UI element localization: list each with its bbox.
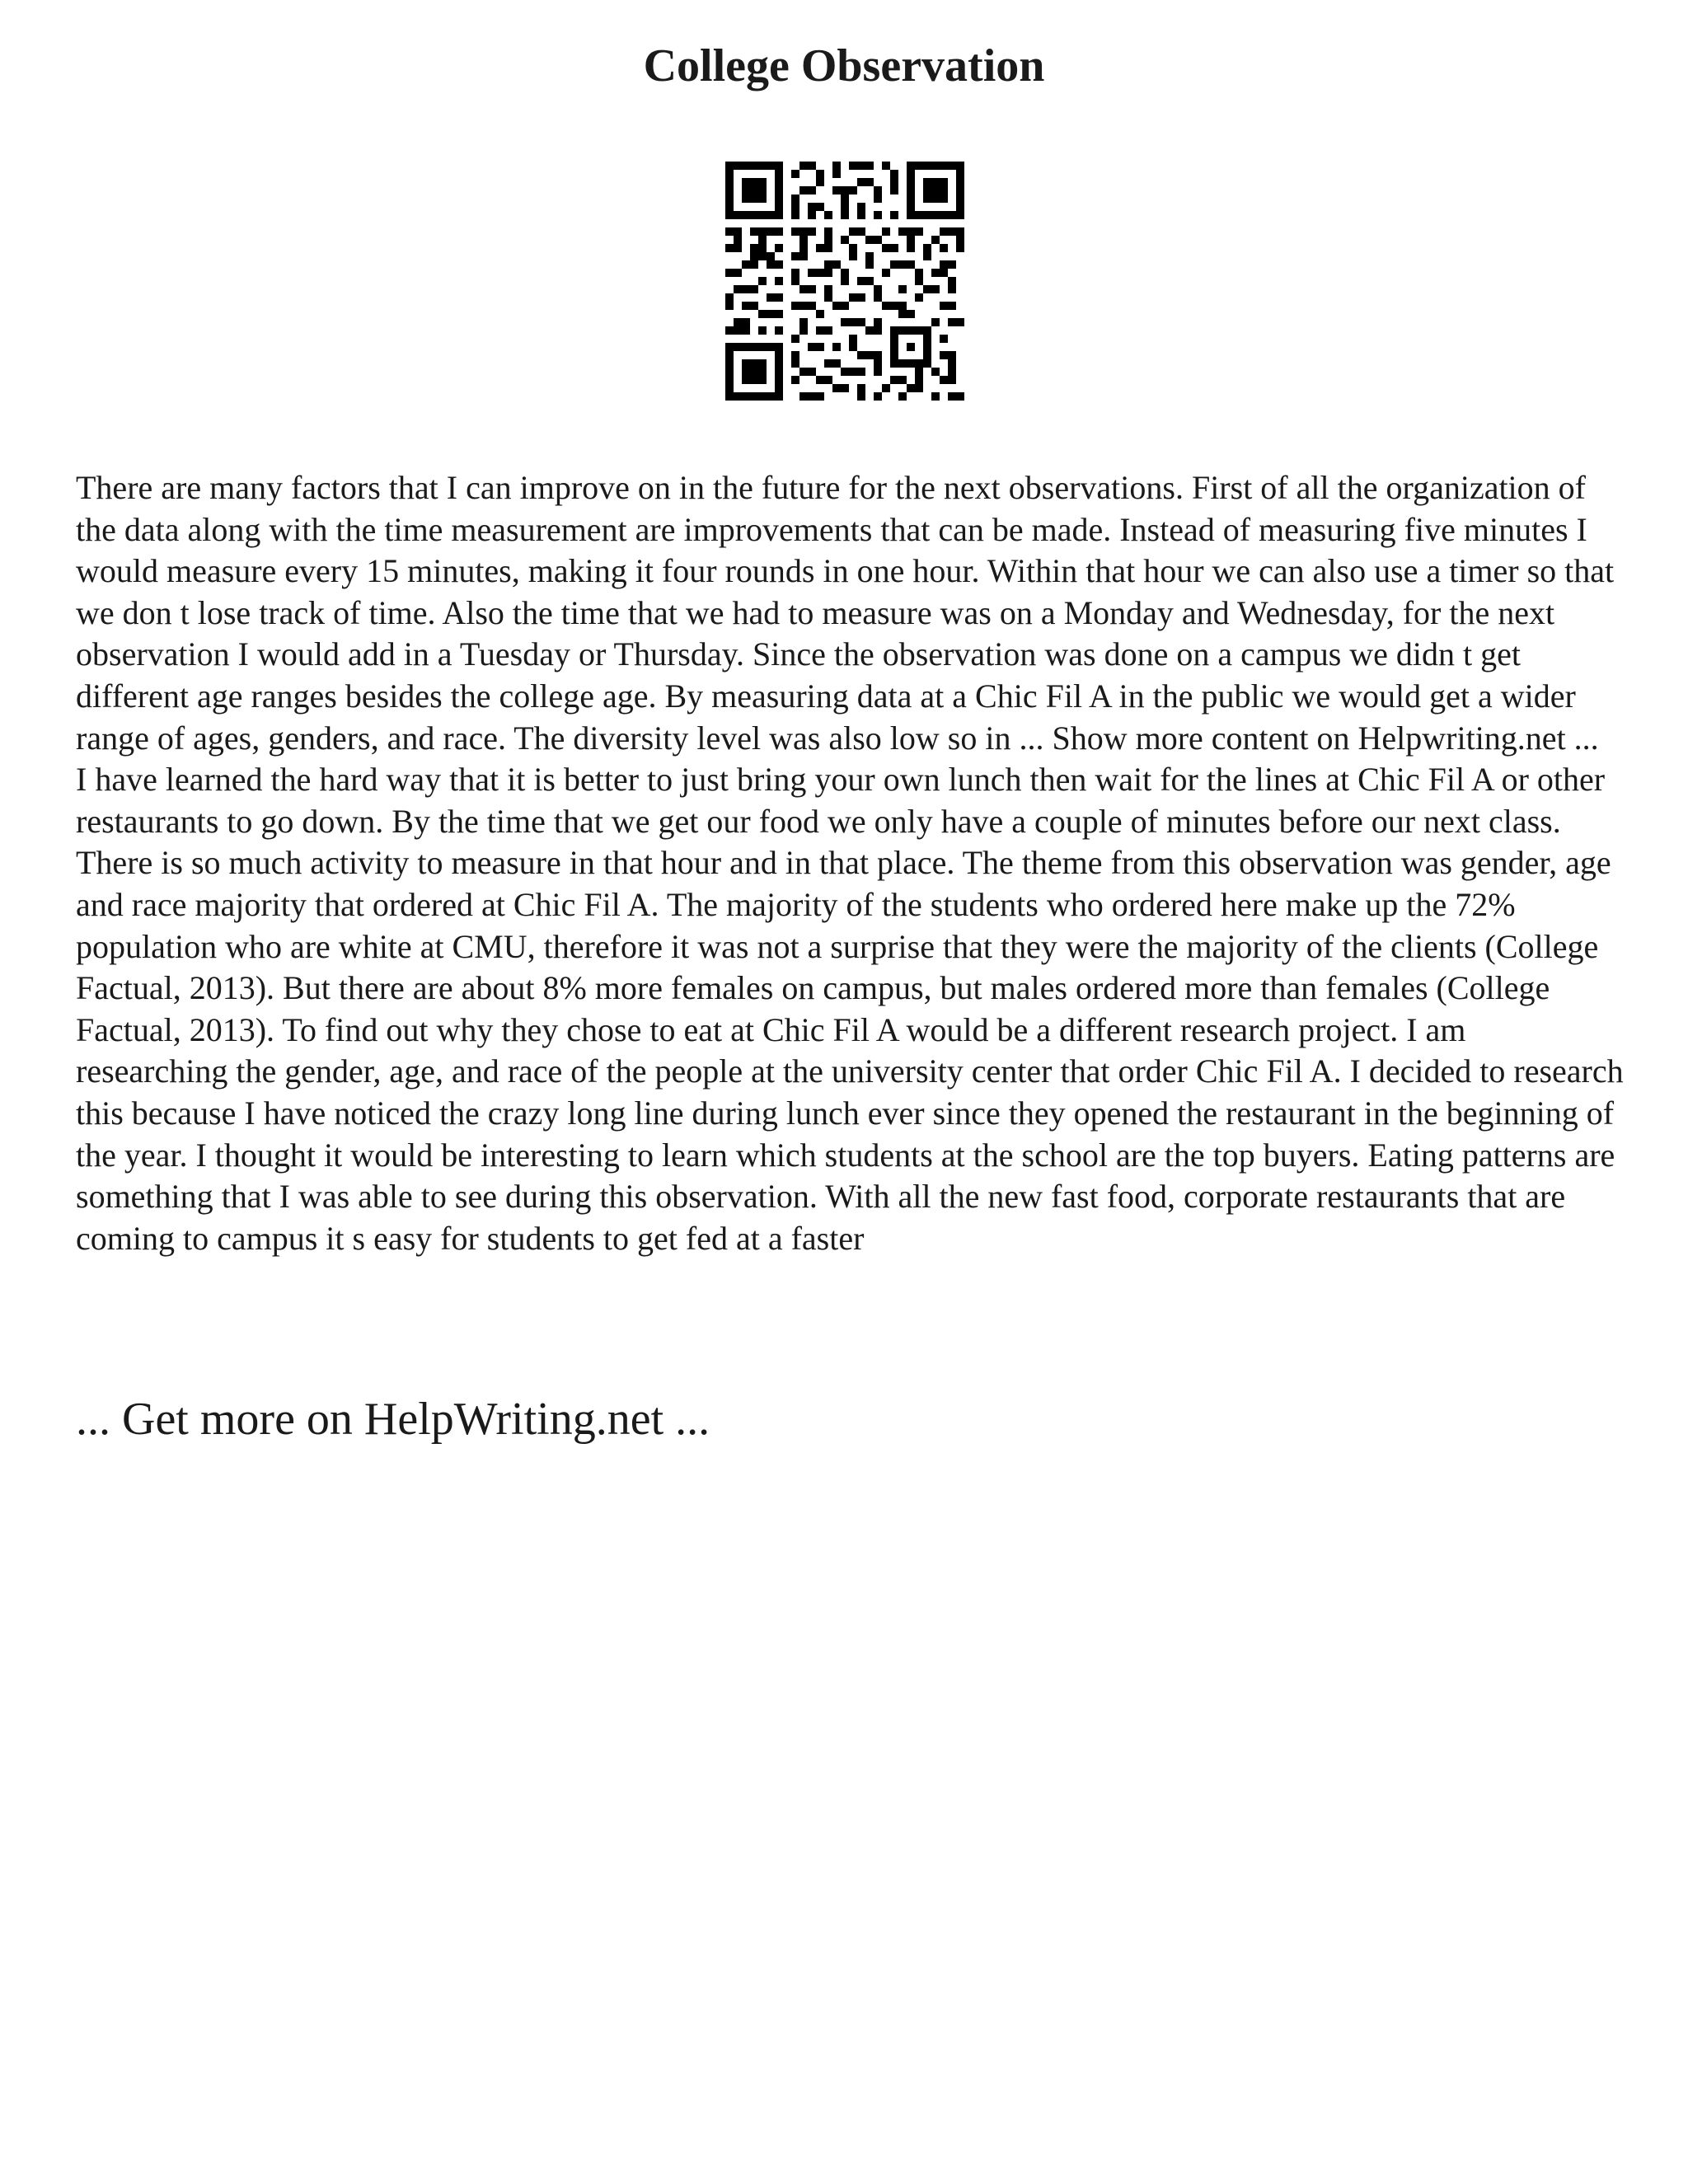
paragraph: There are many factors that I can improve on in the future for the next observations. First of all the organization of the data along with the time measurement are improvements that can be made. Instead of measuring five minutes I would measure every 15 minutes, making it four rounds in one hour. Within that hour we can also use a timer so that we don t lose track of time. Also the time that we had to measure was on a Monday and Wednesday, for the next observation I would add in a Tuesday or Thursday. Since the observation was done on a campus we didn t get different age ranges besides the college age. By measuring data at a Chic Fil A in the public we would get a wider range of ages, genders, and race. The diversity level was also low so in ... Show more content on Helpwriting.net ... [76, 469, 1615, 757]
paragraph: I have learned the hard way that it is better to just bring your own lunch then wait for the lines at Chic Fil A or other restaurants to go down. By the time that we get our food we only have a couple of minutes before our next class. There is so much activity to measure in that hour and in that place. The theme from this observation was gender, age and race majority that ordered at Chic Fil A. The majority of the students who ordered here make up the 72% population who are white at CMU, therefore it was not a surprise that they were the majority of the clients (College Factual, 2013). But there are about 8% more females on campus, but males ordered more than females (College Factual, 2013). To find out why they chose to eat at Chic Fil A would be a different research project. I am researching the gender, age, and race of the people at the university center that order Chic Fil A. I decided to research this because I have noticed the crazy long line during lunch ever since they opened the restaurant in the beginning of the year. I thought it would be interesting to learn which students at the school are the top buyers. Eating patterns are something that I was able to see during this observation. With all the new fast food, corporate restaurants that are coming to campus it s easy for students to get fed at a faster [76, 761, 1624, 1257]
document-title: College Observation [643, 40, 1045, 91]
get-more-link[interactable]: ... Get more on HelpWriting.net ... [76, 1394, 710, 1445]
document-body [76, 467, 1625, 1259]
qr-code-image [725, 162, 964, 401]
